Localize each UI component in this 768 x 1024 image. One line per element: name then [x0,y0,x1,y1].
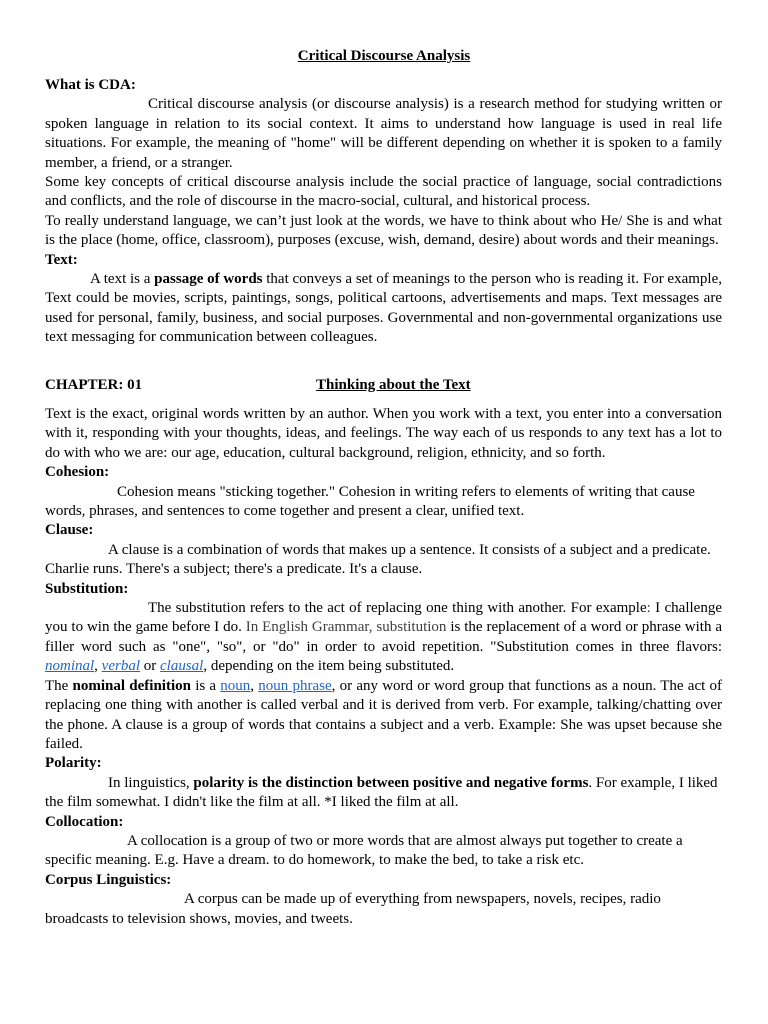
link-nominal[interactable]: nominal [45,658,95,675]
subst-sep-1: , [94,658,102,675]
cohesion-paragraph: Cohesion means "sticking together." Cohesion in writing refers to elements of writing that cause words, phrases, and sentences to come together and present a clear, unified text. [45,483,695,520]
cda-paragraph-2: Some key concepts of critical discourse analysis include the social practice of language, social contradictions and conflicts, and the role of discourse in the macro-social, cultural, and historical process. [45,174,722,210]
document-title: Critical Discourse Analysis [297,48,471,64]
cda-paragraph-1: Critical discourse analysis (or discourse analysis) is a research method for studying written or spoken language in relation to its social context. It aims to understand how language is used in real life situations. For example, the meaning of "home" will be different depending on whether it is spoken to a family member, a friend, or a stranger. [45,96,722,171]
substitution-heading: Substitution: [45,580,129,597]
subst-p1-grammar: In English Grammar, substitution [245,619,447,636]
text-p-part-c: that conveys a set of meanings to the person who is reading it. For example, Text could be movies, scripts, paintings, songs, political cartoons, advertisements and maps. Text messages are used for personal, family, business, and social purposes. Governmental and non-governmental organizations use text messaging for communication between colleagues. [45,271,722,346]
corpus-paragraph: A corpus can be made up of everything from newspapers, novels, recipes, radio broadcasts to television shows, movies, and tweets. [45,891,661,927]
section-cda [45,76,722,348]
subst-p1-c: I challenge you to win the game before I do. [45,600,722,636]
subst-p2-bold: nominal definition [72,677,191,694]
polarity-a: In linguistics, [108,774,194,791]
substitution-paragraph-2 [45,677,722,755]
clause-heading: Clause: [45,522,94,539]
text-paragraph [45,270,722,348]
chapter-intro: Text is the exact, original words written by an author. When you work with a text, you enter into a conversation with it, responding with your thoughts, ideas, and feelings. The way each of us responds to any text has a lot to do with who we are: our age, education, cultural background, religion, ethnicity, and so forth. [45,406,722,461]
subst-p2-d: , or any word or word group that functions as a noun. The act of replacing one thing with another is called verbal and it is derived from verb. For example, talking/chatting over the phone. A clause is a group of words that contains a subject and a verb. Example: She was upset because she failed. [45,677,722,752]
subst-p2-c: is a [190,677,221,694]
link-noun-phrase[interactable]: noun phrase [258,677,332,694]
cda-heading: What is CDA: [45,77,136,93]
subst-p1-e: is the replacement of a word or phrase with a filler word such as "one", "so", or "do" in order to avoid repetition. "Substitution comes in three flavors: [45,619,722,655]
subst-p1-colon: : [646,600,651,617]
subst-p1-a: The substitution refers to the act of replacing one thing with another. For example [148,600,647,617]
polarity-bold: polarity is the distinction between positive and negative forms [193,774,589,791]
text-p-bold: passage of words [154,271,263,288]
collocation-heading: Collocation: [45,813,124,830]
text-heading: Text: [45,251,78,268]
chapter-title: Thinking about the Text [316,377,471,393]
polarity-paragraph [45,774,722,813]
chapter-label: CHAPTER: 01 [45,377,143,393]
subst-sep-3: , [250,677,259,694]
subst-p2-a: The [45,677,73,694]
collocation-paragraph: A collocation is a group of two or more words that are almost always put together to create a specific meaning. E.g. Have a dream. to do homework, to make the bed, to take a risk etc. [45,832,683,869]
link-noun[interactable]: noun [220,677,251,694]
cohesion-heading: Cohesion: [45,464,110,481]
subst-p1-f: , depending on the item being substituted. [203,658,455,675]
text-p-part-a: A text is a [90,271,155,288]
section-chapter-1 [45,405,722,929]
polarity-c: . For example, I liked the film somewhat. I didn't like the film at all. *I liked the film at all. [45,774,718,811]
link-clausal[interactable]: clausal [160,658,204,675]
substitution-paragraph-1 [45,599,722,677]
subst-sep-2: or [140,658,160,675]
chapter-header [45,376,722,396]
clause-paragraph: A clause is a combination of words that makes up a sentence. It consists of a subject and a predicate. Charlie runs. There's a subject; there's a predicate. It's a clause. [45,541,711,578]
cda-paragraph-3: To really understand language, we can’t just look at the words, we have to think about who He/ She is and what is the place (home, office, classroom), purposes (excuse, wish, demand, desire) about words and their meanings. [45,212,722,249]
corpus-heading: Corpus Linguistics: [45,871,172,888]
polarity-heading: Polarity: [45,755,102,772]
link-verbal[interactable]: verbal [101,658,140,675]
